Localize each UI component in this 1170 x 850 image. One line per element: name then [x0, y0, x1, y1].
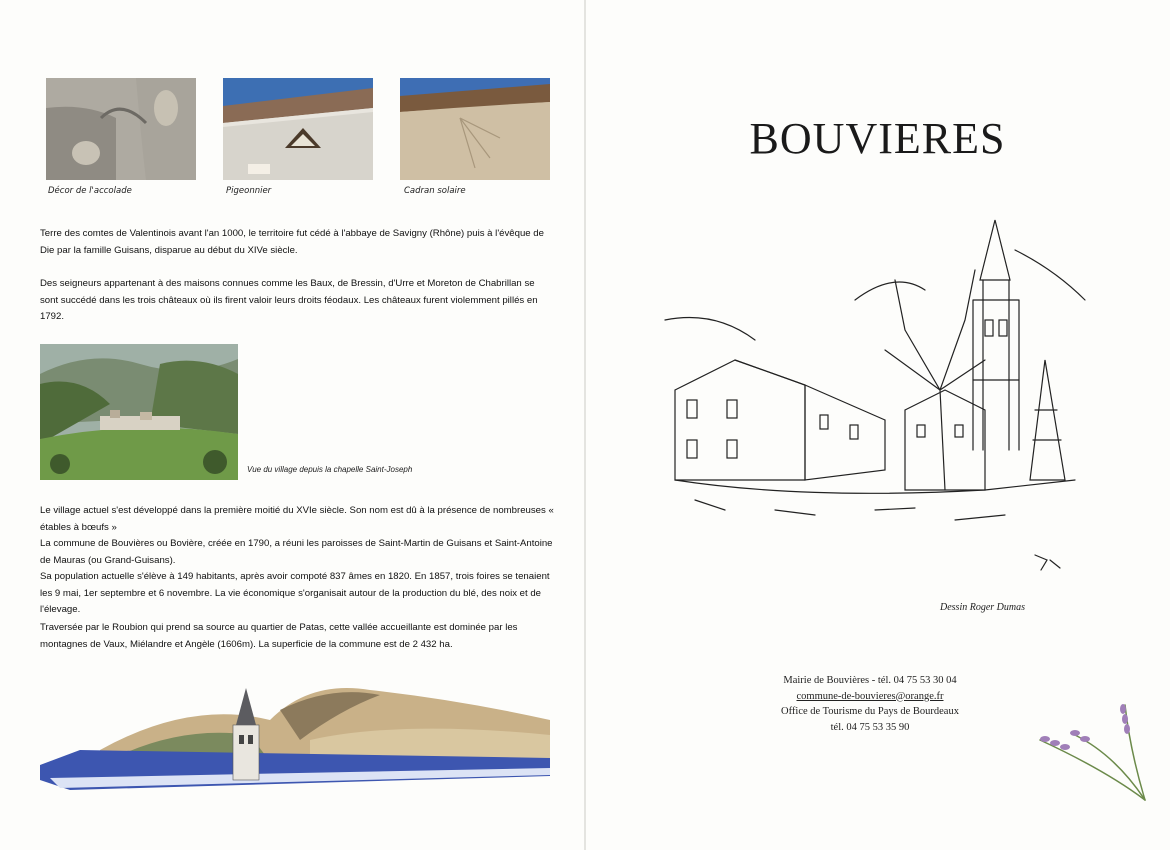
paragraph-seigneurs: Des seigneurs appartenant à des maisons connues comme les Baux, de Bressin, d'Urre et Moreton de Chabrillan se sont succédé dans les trois châteaux où ils firent valoir leurs droits féodaux. Les châteaux furent violemment pillés en 1792.: [40, 278, 538, 322]
caption-pigeonnier: Pigeonnier: [226, 186, 272, 196]
photo-village: [40, 344, 238, 480]
paragraph-history: Terre des comtes de Valentinois avant l'an 1000, le territoire fut cédé à l'abbaye de Savigny (Rhône) puis à l'évêque de Die par la famille Guisans, disparue au début du XIVe siècle.: [40, 228, 544, 256]
caption-accolade: Décor de l'accolade: [48, 186, 132, 196]
village-sketch: [655, 210, 1095, 600]
mairie-email[interactable]: commune-de-bouvieres@orange.fr: [796, 690, 944, 702]
drawing-credit: Dessin Roger Dumas: [940, 602, 1025, 613]
photo-cadran-solaire: [400, 78, 550, 180]
contact-block: [700, 673, 1040, 735]
lavender-icon: [1035, 695, 1155, 805]
caption-cadran-solaire: Cadran solaire: [404, 186, 466, 196]
caption-village: Vue du village depuis la chapelle Saint-Joseph: [247, 465, 413, 474]
mairie-phone: Mairie de Bouvières - tél. 04 75 53 30 04: [783, 675, 957, 686]
page-title: BOUVIERES: [749, 114, 1006, 163]
paragraph-commune: La commune de Bouvières ou Bovière, créée en 1790, a réuni les paroisses de Saint-Martin de Guisans et Saint-Antoine de Mauras (ou Grand-Guisans).: [40, 538, 553, 566]
tourism-office-phone: tél. 04 75 53 35 90: [830, 721, 910, 733]
photo-accolade: [46, 78, 196, 180]
paragraph-village: Le village actuel s'est développé dans la première moitié du XVIe siècle. Son nom est dû à la présence de nombreuses « étables à bœufs »: [40, 505, 554, 533]
paragraph-population: Sa population actuelle s'élève à 149 habitants, après avoir compoté 837 âmes en 1820. En 1857, trois foires se tenaient les 9 mai, 1er septembre et 6 novembre. La vie économique s'organisait autour de la production du blé, des noix et de l'élevage.: [40, 571, 550, 615]
landscape-illustration: [40, 680, 550, 798]
tourism-office: Office de Tourisme du Pays de Bourdeaux: [781, 706, 959, 717]
paragraph-geography: Traversée par le Roubion qui prend sa source au quartier de Patas, cette vallée accueillante est dominée par les montagnes de Vaux, Miélandre et Angèle (1606m). La superficie de la commune est de 2 432 ha.: [40, 622, 518, 650]
photo-pigeonnier: [223, 78, 373, 180]
